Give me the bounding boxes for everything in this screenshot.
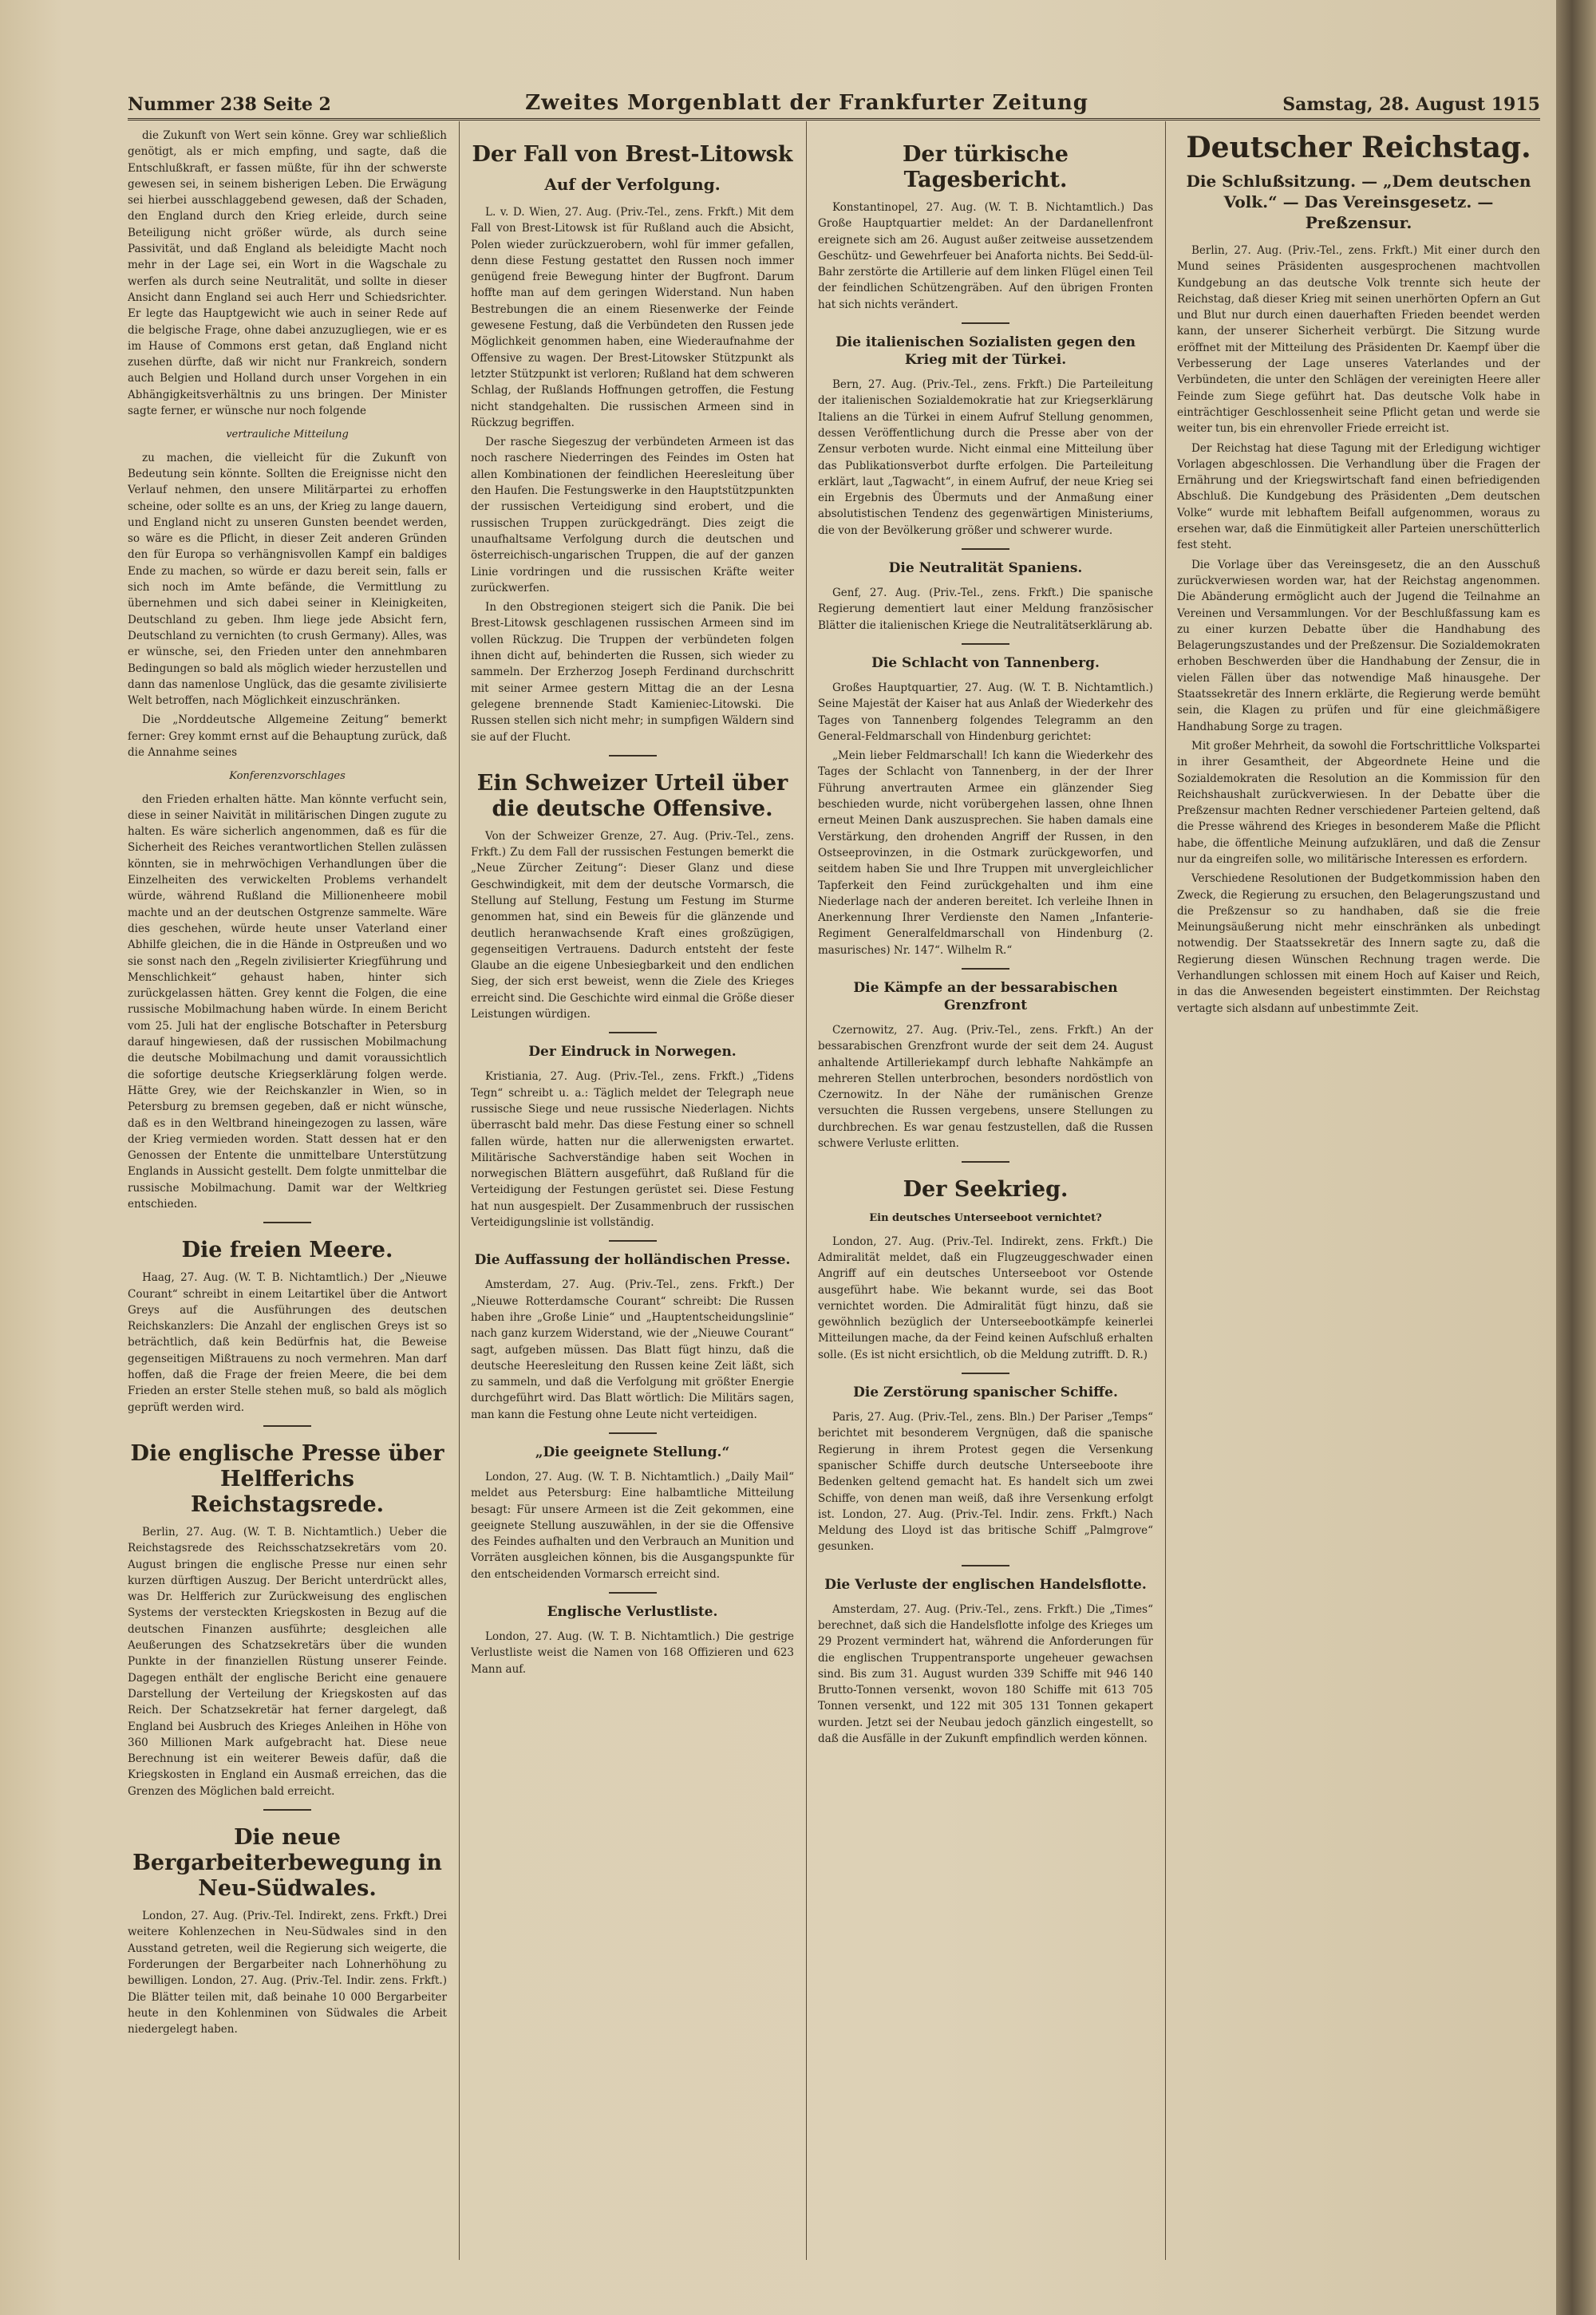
divider [609,1432,657,1434]
divider [263,1425,311,1427]
article-paragraph: London, 27. Aug. (W. T. B. Nichtamtlich.) Die gestrige Verlustliste weist die Namen von 168 Offizieren und 623 Mann auf. [471,1630,794,1676]
column-1 [128,128,447,2250]
divider [609,1592,657,1594]
headline-hollaendische-presse: Die Auffassung der holländischen Presse. [474,1252,791,1269]
column-rule [806,121,807,2260]
headline-geeignete-stellung: „Die geeignete Stellung.“ [535,1444,730,1460]
headline-italienische-sozialisten: Die italienischen Sozialisten gegen den Krieg mit der Türkei. [835,334,1136,369]
article-paragraph: Die „Norddeutsche Allgemeine Zeitung“ bemerkt ferner: Grey kommt ernst auf die Behauptung zurück, daß die Annahme seines [128,713,447,759]
headline-bergarbeiter: Die neue Bergarbeiterbewegung in Neu-Südwales. [132,1825,442,1902]
article-paragraph: Kristiania, 27. Aug. (Priv.-Tel., zens. Frkft.) „Tidens Tegn“ schreibt u. a.: Täglich meldet der Telegraph neue russische Siege und neue russische Niederlagen. Nichts überrascht bald mehr. Das diese Festung einer so schnell fallen würde, hatten nur die allerwenigsten erwartet. Militärische Sachverständige haben seit Wochen in norwegischen Blättern ausgeführt, daß Rußland für die Verteidigung der Festungen gerüstet sei. Diese Festung hat nun ausgespielt. Der Zusammenbruch der russischen Verteidigungslinie ist vollständig. [471,1070,794,1230]
headline-subtitle: Die Schlußsitzung. — „Dem deutschen Volk.“ — Das Vereinsgesetz. — Preßzensur. [1186,172,1531,232]
article-paragraph: In den Obstregionen steigert sich die Panik. Die bei Brest-Litowsk geschlagenen russischen Armeen sind im vollen Rückzug. Die Truppen der verbündeten folgen ihnen dicht auf, behinderten die Russen, sich wieder zu sammeln. Der Erzherzog Joseph Ferdinand durchschritt mit seiner Armee gestern Mittag die an der Lesna gelegene brennende Stadt Kamieniec-Litowski. Die Russen stellen sich nicht mehr; in sumpfigen Wäldern sind sie auf der Flucht. [471,601,794,744]
article-paragraph: den Frieden erhalten hätte. Man könnte verfucht sein, diese in seiner Naivität in militärischen Dingen zugute zu halten. Es wäre sicherlich angenommen, daß es für die Sicherheit des Reiches verantwortlichen Stellen zulässen könnten, sie in mehrwöchigen Verhandlungen über die Einzelheiten des verwickelten Problems verhandelt würde, während Rußland die Millionenheere mobil machte und an der deutschen Ostgrenze sammelte. Wäre dies geschehen, würde heute unser Vaterland einer Abhilfe gleichen, die in die Hände in Ostpreußen und wo sie sonst nach den „Regeln zivilisierter Kriegführung und Menschlichkeit“ gehaust haben, hinter sich zurückgelassen hätten. Grey kennt die Folgen, die eine russische Mobilmachung haben würde. In einem Bericht vom 25. Juli hat der englische Botschafter in Petersburg darauf hingewiesen, daß der russischen Mobilmachung die deutsche Mobilmachung und damit voraussichtlich die sofortige deutsche Kriegserklärung folgen werde. Hätte Grey, wie der Reichskanzler in Wien, so in Petersburg zu bremsen gegeben, daß er nicht wünsche, daß es in den Weltbrand hineingezogen zu lassen, wäre der Krieg vermieden worden. Statt dessen hat er den Genossen der Entente die unmittelbare Unterstützung Englands in Aussicht gestellt. Dem folgte unmittelbar die russische Mobilmachung. Damit war der Weltkrieg entschieden. [128,792,447,1211]
headline-neutralitaet-spaniens: Die Neutralität Spaniens. [888,560,1083,577]
divider [962,643,1009,645]
divider [962,322,1009,324]
section-subhead: Konferenzvorschlages [229,770,346,783]
headline-subtitle: Auf der Verfolgung. [544,175,721,194]
article-paragraph: Genf, 27. Aug. (Priv.-Tel., zens. Frkft.) Die spanische Regierung dementiert laut einer Meldung französischer Blätter die italienischen Kriege die Neutralitätserklärung ab. [818,587,1153,632]
column-3 [818,128,1153,2250]
divider [263,1809,311,1811]
divider [962,1373,1009,1374]
divider [962,1161,1009,1163]
headline-handelsflotte: Die Verluste der englischen Handelsflotte. [824,1576,1147,1593]
article-paragraph: „Mein lieber Feldmarschall! Ich kann die Wiederkehr des Tages der Schlacht von Tannenberg, in der der Ihrer Führung anvertrauten Armee ein glänzender Sieg beschieden wurde, nicht vorübergehen lassen, ohne Ihnen erneut Meinen Dank auszusprechen. Sie haben damals eine Verstärkung, den drohenden Angriff der Russen, in den Ostseeprovinzen, in die Ostmark zurückgeworfen, und seitdem haben Sie und Ihre Truppen mit unvergleichlicher Tapferkeit den Feind zurückgehalten und ihm eine Niederlage nach der anderen bereitet. Ich verleihe Ihnen in Anerkennung Ihrer Verdienste den Namen „Infanterie-Regiment Generalfeldmarschall von Hindenburg (2. masurisches) Nr. 147“. Wilhelm R.“ [818,749,1153,957]
headline-freie-meere: Die freien Meere. [181,1238,393,1263]
book-spine [1556,0,1596,2315]
article-paragraph: zu machen, die vielleicht für die Zukunft von Bedeutung sein könnte. Sollten die Ereignisse nicht den Verlauf nehmen, den unsere Militärpartei zu erhoffen scheine, oder sollte es an uns, der Krieg zu lange dauern, und England nicht zu unseren Gunsten beendet werden, so wäre es die Pflicht, in dieser Zeit anderen Gründen den für Europa so verhängnisvollen Kampf ein baldiges Ende zu machen, so würde er dazu bereit sein, falls er sich noch im Amte befände, die Vermittlung zu übernehmen und sich dabei seiner in Kleinigkeiten, Deutschland zu geben. Ihm liege jede Absicht fern, Deutschland zu vernichten (to crush Germany). Alles, was er wünsche, sei, den Frieden unter den annehmbaren Bedingungen so bald als möglich wieder herzustellen und dann das namenlose Unglück, das die gesamte zivilisierte Welt betroffen, nach Möglichkeit einzuschränken. [128,451,447,708]
article-paragraph: Paris, 27. Aug. (Priv.-Tel., zens. Bln.) Der Pariser „Temps“ berichtet mit besonderem Vergnügen, daß die spanische Regierung in ihrem Protest gegen die Versenkung spanischer Schiffe durch deutsche Unterseeboote ihre Bedenken geltend gemacht hat. Es handelt sich um zwei Schiffe, von denen man weiß, daß ihre Versenkung erfolgt ist. London, 27. Aug. (Priv.-Tel. Indir. zens. Frkft.) Nach Meldung des Lloyd ist das britische Schiff „Palmgrove“ gesunken. [818,1411,1153,1554]
divider [609,755,657,757]
headline-bessarabische-front: Die Kämpfe an der bessarabischen Grenzfront [853,979,1118,1013]
divider [962,968,1009,970]
headline-englische-presse: Die englische Presse über Helfferichs Reichstagsrede. [130,1440,444,1517]
headline-seekrieg: Der Seekrieg. [903,1177,1069,1203]
column-2 [471,128,794,2250]
headline-spanische-schiffe: Die Zerstörung spanischer Schiffe. [853,1385,1118,1401]
column-4 [1177,128,1540,2250]
divider [962,1565,1009,1566]
divider [263,1222,311,1223]
article-paragraph: die Zukunft von Wert sein könne. Grey war schließlich genötigt, als er mich empfing, und sagte, daß die Entschlußkraft, er fassen müßte, für ihn der schwerste gewesen sei, in seinem bisherigen Leben. Die Erwägung sei hierbei ausschlaggebend gewesen, daß der Schaden, den England durch den Krieg erleide, durch seine Beteiligung nicht größer würde, als durch seine Passivität, und daß England als beleidigte Macht noch mehr in der Lage sei, ein Wort in die Wagschale zu werfen als durch seine Neutralität, und sollte in dieser Ansicht dann England sei auch Herr und Schiedsrichter. Er legte das Hauptgewicht wie auch in seiner Rede auf die belgische Frage, ohne dabei anzuzugliegen, wie er es im Hause of Commons erst getan, daß England nicht zusehen dürfte, daß wir nicht nur Frankreich, sondern auch Belgien und Holland durch unser Vorgehen in ein Abhängigkeitsverhältnis zu uns bringen. Der Minister sagte ferner, er wünsche nur noch folgende [128,129,447,418]
article-paragraph: Berlin, 27. Aug. (Priv.-Tel., zens. Frkft.) Mit einer durch den Mund seines Präsidenten ausgesprochenen machtvollen Kundgebung an das deutsche Volk trennte sich heute der Reichstag, daß dieser Krieg mit seinen unerhörten Opfern an Gut und Blut nur durch einen dauerhaften Frieden beendet werden kann, der unserer Sicherheit verbürgt. Die Sitzung wurde eröffnet mit der Mitteilung des Präsidenten Dr. Kaempf über die Verbesserung der Lage unseres Vaterlandes und der Verbündeten, die unter den Schlägen der vereinigten Heere aller Feinde zum Siege geführt hat. Das deutsche Volk habe in einträchtiger Geschlossenheit seine Pflicht getan und werde sie weiter tun, bis ein ehrenvoller Friede erreicht ist. [1177,244,1540,436]
headline-schweizer-urteil: Ein Schweizer Urteil über die deutsche Offensive. [476,770,788,821]
masthead [128,83,1540,120]
headline-verlustliste: Englische Verlustliste. [547,1604,718,1621]
article-paragraph: Bern, 27. Aug. (Priv.-Tel., zens. Frkft.) Die Parteileitung der italienischen Sozialdemokratie hat zur Kriegserklärung Italiens an die Türkei in einem Aufruf Stellung genommen, dessen Veröffentlichung durch die Presse aber von der Zensur verboten wurde. Nicht einmal eine Mitteilung über das Publikationsverbot durfte erfolgen. Die Parteileitung erklärt, laut „Tagwacht“, in einem Aufruf, der neue Krieg sei ein Ergebnis des Übermuts und der Anmaßung einer absolutistischen Tendenz des gegenwärtigen Ministeriums, die von der Bevölkerung größer und schwerer wurde. [818,378,1153,537]
headline-tannenberg: Die Schlacht von Tannenberg. [871,654,1100,671]
newspaper-title: Zweites Morgenblatt der Frankfurter Zeitung [525,91,1088,115]
article-paragraph: Von der Schweizer Grenze, 27. Aug. (Priv.-Tel., zens. Frkft.) Zu dem Fall der russischen Festungen bemerkt die „Neue Zürcher Zeitung“: Dieser Glanz und diese Geschwindigkeit, mit dem der deutsche Vormarsch, die Stellung auf Stellung, Festung um Festung im Sturme genommen hat, sind ein Beweis für die glänzende und deutlich heranwachsende Kraft eines großzügigen, gegenseitigen Vertrauens. Dadurch entsteht der feste Glaube an die eigene Unbesiegbarkeit und den endlichen Sieg, der sich erst beweist, wenn die Ziele des Krieges erreicht sind. Die Geschichte wird einmal die Größe dieser Leistungen würdigen. [471,829,794,1021]
article-paragraph: Berlin, 27. Aug. (W. T. B. Nichtamtlich.) Ueber die Reichstagsrede des Reichsschatzsekretärs vom 20. August bringen die englische Presse nur einen sehr kurzen dürftigen Auszug. Der Bericht unterdrückt alles, was Dr. Helfferich zur Zurückweisung des englischen Systems der versteckten Kriegskosten in Bezug auf die deutschen Finanzen ausführte; desgleichen alle Aeußerungen des Schatzsekretärs über die wunden Punkte in der finanziellen Rüstung unserer Feinde. Dagegen enthält der englische Bericht eine genauere Darstellung der Verteilung der Kriegskosten auf das Reich. Der Schatzsekretär hat ferner dargelegt, daß England bei Ausbruch des Krieges Anleihen in Höhe von 360 Millionen Mark aufgebracht hat. Diese neue Berechnung ist ein weiterer Beweis dafür, daß die Kriegskosten in England ein Ausmaß erreichen, das die Grenzen des Möglichen bald erreicht. [128,1525,447,1798]
article-paragraph: Haag, 27. Aug. (W. T. B. Nichtamtlich.) Der „Nieuwe Courant“ schreibt in einem Leitartikel über die Antwort Greys auf die Ausführungen des deutschen Reichskanzlers: Die Anzahl der englischen Greys ist so beträchtlich, daß kein Bedürfnis hat, die Beweise gegenseitigen Mißtrauens zu noch vermehren. Man darf hoffen, daß die Frage der freien Meere, die bei dem Frieden an erster Stelle stehen muß, so bald als möglich geprüft werden wird. [128,1271,447,1414]
headline-reichstag: Deutscher Reichstag. [1186,131,1531,164]
headline-norwegen: Der Eindruck in Norwegen. [528,1044,737,1061]
article-paragraph: Konstantinopel, 27. Aug. (W. T. B. Nichtamtlich.) Das Große Hauptquartier meldet: An der Dardanellenfront ereignete sich am 26. August außer zeitweise aussetzendem Geschütz- und Gewehrfeuer bei Anaforta nichts. Bei Sedd-ül-Bahr zerstörte die Artillerie auf dem linken Flügel einen Teil der feindlichen Schützengräben. Auf den übrigen Fronten hat sich nichts verändert. [818,201,1153,311]
headline-brest-litowsk: Der Fall von Brest-Litowsk [472,142,793,167]
article-paragraph: Mit großer Mehrheit, da sowohl die Fortschrittliche Volkspartei in ihrer Gesamtheit, der Abgeordnete Heine und die Sozialdemokraten die Resolution an die Kommission für den Reichshaushalt zurückverwiesen. In der Debatte über die Preßzensur machten Redner verschiedener Parteien geltend, daß die Presse während des Krieges in besonderem Maße die Pflicht habe, die öffentliche Meinung aufzuklären, und daß die Zensur nur da eingreifen solle, wo militärische Interessen es erfordern. [1177,739,1540,866]
article-paragraph: Amsterdam, 27. Aug. (Priv.-Tel., zens. Frkft.) Der „Nieuwe Rotterdamsche Courant“ schreibt: Die Russen haben ihre „Große Linie“ und „Hauptentscheidungslinie“ nach ganz kurzem Widerstand, wie der „Nieuwe Courant“ sagt, aufgeben müssen. Das Blatt fügt hinzu, daß die deutsche Heeresleitung den Russen keine Zeit läßt, sich zu sammeln, und daß die Verfolgung mit größter Energie durchgeführt wird. Das Blatt wörtlich: Die Militärs sagen, man kann die Festung ohne Leute nicht verteidigen. [471,1278,794,1421]
headline-tuerkischer-bericht: Der türkische Tagesbericht. [903,142,1069,192]
article-paragraph: Verschiedene Resolutionen der Budgetkommission haben den Zweck, die Regierung zu ersuchen, den Belagerungszustand und die Preßzensur so zu handhaben, daß sie die freie Meinungsäußerung nicht mehr einschränken als unbedingt notwendig. Der Staatssekretär des Innern sagte zu, daß die Regierung diesen Wünschen Rechnung tragen werde. Die Verhandlungen schlossen mit einem Hoch auf Kaiser und Reich, in das die Anwesenden begeistert einstimmten. Der Reichstag vertagte sich alsdann auf unbestimmte Zeit. [1177,872,1540,1015]
article-paragraph: Der rasche Siegeszug der verbündeten Armeen ist das noch raschere Niederringen des Feindes im Osten hat allen Kombinationen der feindlichen Heeresleitung über den Haufen. Die Festungswerke in den Hauptstützpunkten der russischen Verteidigung sind erobert, und die russischen Truppen zurückgedrängt. Dies zeigt die unaufhaltsame Verfolgung durch die deutschen und österreichisch-ungarischen Truppen, die auf der ganzen Linie vordringen und die russischen Kräfte weiter zurückwerfen. [471,436,794,595]
column-rule [1165,121,1166,2260]
column-rule [459,121,460,2260]
article-paragraph: Der Reichstag hat diese Tagung mit der Erledigung wichtiger Vorlagen abgeschlossen. Die Verhandlung über die Fragen der Ernährung und der Kriegswirtschaft fand einen befriedigenden Abschluß. Die Kundgebung des Präsidenten „Dem deutschen Volke“ wurde mit lebhaftem Beifall aufgenommen, woraus zu ersehen war, daß die Einmütigkeit aller Parteien unerschütterlich fest steht. [1177,441,1540,552]
divider [609,1240,657,1242]
article-paragraph: Großes Hauptquartier, 27. Aug. (W. T. B. Nichtamtlich.) Seine Majestät der Kaiser hat aus Anlaß der Wiederkehr des Tages von Tannenberg folgendes Telegramm an den General-Feldmarschall von Hindenburg gerichtet: [818,681,1153,743]
headline-subtitle: Ein deutsches Unterseeboot vernichtet? [869,1212,1102,1225]
divider [609,1032,657,1033]
article-paragraph: Die Vorlage über das Vereinsgesetz, die an den Ausschuß zurückverwiesen worden war, hat der Reichstag angenommen. Die Abänderung ermöglicht auch der Jugend die Teilnahme an Vereinen und Versammlungen. Vor der Beschlußfassung kam es zu einer kurzen Debatte über die Handhabung des Belagerungszustandes und der Preßzensur. Die Sozialdemokraten erhoben Beschwerden über die Handhabung der Zensur, die in vielen Fällen über das notwendige Maß hinausgehe. Der Staatssekretär des Innern erklärte, die Regierung werde bemüht sein, die Klagen zu prüfen und für eine gleichmäßigere Handhabung Sorge zu tragen. [1177,558,1540,733]
article-paragraph: L. v. D. Wien, 27. Aug. (Priv.-Tel., zens. Frkft.) Mit dem Fall von Brest-Litowsk ist für Rußland auch die Absicht, Polen wieder zurückzuerobern, wohl für immer gefallen, denn diese Festung gestattet den Russen noch immer genügend freie Bewegung hinter der Bugfront. Darum hoffte man auf dem geringen Widerstand. Nun haben Bestrebungen die an einem Riesenwerke der Feinde gewesene Festung, daß die Verbündeten den Russen jede Möglichkeit genommen haben, eine Wiederaufnahme der Offensive zu wagen. Der Brest-Litowsker Stützpunkt als letzter Stützpunkt ist verloren; Rußland hat dem schweren Schlag, der Rußlands Hoffnungen getroffen, die Festung nicht standgehalten. Die russischen Armeen sind in Rückzug begriffen. [471,206,794,429]
divider [962,548,1009,550]
article-paragraph: London, 27. Aug. (W. T. B. Nichtamtlich.) „Daily Mail“ meldet aus Petersburg: Eine halbamtliche Mitteilung besagt: Für unsere Armeen ist die Zeit gekommen, eine geeignete Stellung auszuwählen, in der sie die Offensive des Feindes aufhalten und den Verbrauch an Munition und Vorräten ausgleichen können, bis die Ausgangspunkte für den entscheidenden Vormarsch erreicht sind. [471,1471,794,1581]
issue-number: Nummer 238 Seite 2 [128,94,331,115]
issue-date: Samstag, 28. August 1915 [1282,94,1540,115]
article-paragraph: London, 27. Aug. (Priv.-Tel. Indirekt, zens. Frkft.) Die Admiralität meldet, daß ein Flugzeuggeschwader einen Angriff auf ein deutsches Unterseeboot vor Ostende ausgeführt habe. Wie bekannt wurde, sei das Boot vernichtet worden. Die Admiralität fügt hinzu, daß sie gewöhnlich bezüglich der Unterseebootkämpfe keinerlei Mitteilungen mache, da der Feind keinen Aufschluß erhalten solle. (Es ist nicht ersichtlich, ob die Meldung zutrifft. D. R.) [818,1235,1153,1361]
section-subhead: vertrauliche Mitteilung [226,429,349,441]
article-paragraph: London, 27. Aug. (Priv.-Tel. Indirekt, zens. Frkft.) Drei weitere Kohlenzechen in Neu-Südwales sind in den Ausstand getreten, weil die Regierung sich weigerte, die Forderungen der Bergarbeiter nach Lohnerhöhung zu bewilligen. London, 27. Aug. (Priv.-Tel. Indir. zens. Frkft.) Die Blätter teilen mit, daß beinahe 10 000 Bergarbeiter heute in den Kohlenminen von Südwales die Arbeit niedergelegt haben. [128,1910,447,2036]
article-paragraph: Czernowitz, 27. Aug. (Priv.-Tel., zens. Frkft.) An der bessarabischen Grenzfront wurde der seit dem 24. August anhaltende Artilleriekampf durch lebhafte Nahkämpfe an mehreren Stellen unterbrochen, besonders nordöstlich von Czernowitz. In der Nähe der rumänischen Grenze versuchten die Russen vergebens, unsere Stellungen zu durchbrechen. Es war genau festzustellen, daß die Russen schwere Verluste erlitten. [818,1023,1153,1151]
article-paragraph: Amsterdam, 27. Aug. (Priv.-Tel., zens. Frkft.) Die „Times“ berechnet, daß sich die Handelsflotte infolge des Krieges um 29 Prozent vermindert hat, während die Anforderungen für die englischen Truppentransporte ungeheuer gewachsen sind. Bis zum 31. August wurden 339 Schiffe mit 946 140 Brutto-Tonnen versenkt, wovon 180 Schiffe mit 613 705 Tonnen versenkt, und 122 mit 305 131 Tonnen gekapert wurden. Jetzt sei der Neubau jedoch gänzlich eingestellt, so daß die Ausfälle in der Zukunft empfindlich werden können. [818,1602,1153,1746]
